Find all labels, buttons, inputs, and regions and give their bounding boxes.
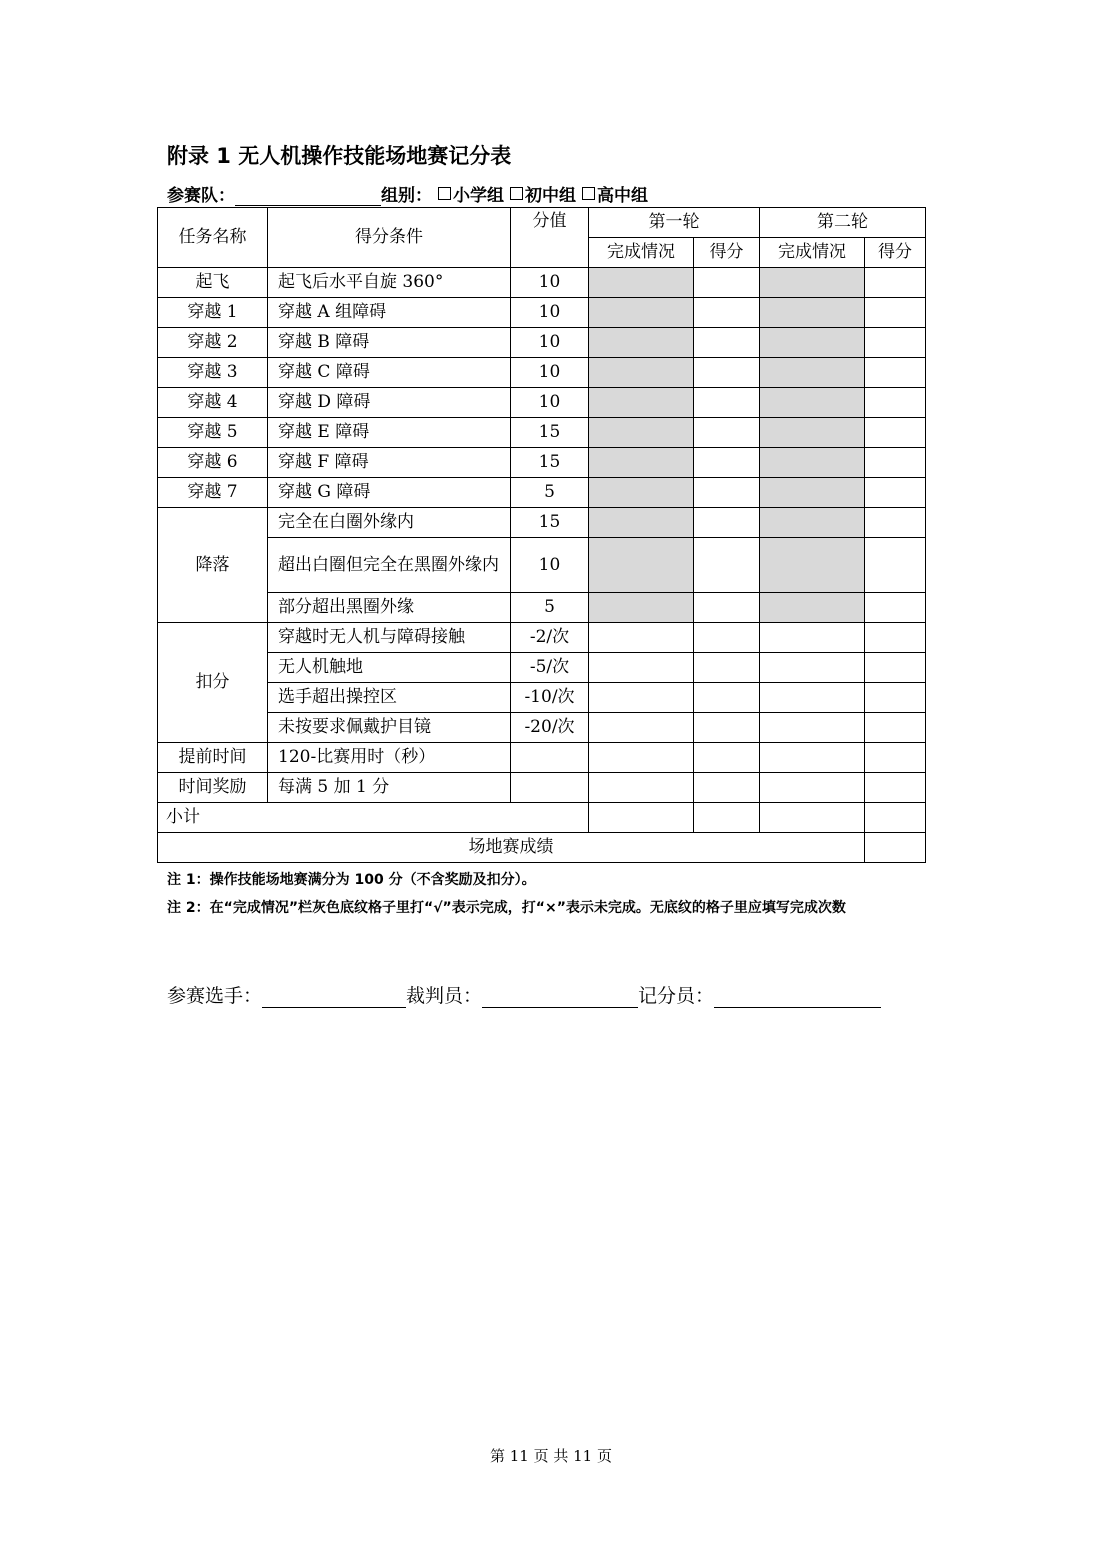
condition-cell: 超出白圈但完全在黑圈外缘内 <box>268 538 511 593</box>
player-label: 参赛选手： <box>167 985 263 1007</box>
round2-status-cell[interactable] <box>760 773 865 803</box>
condition-cell: 起飞后水平自旋 360° <box>268 268 511 298</box>
note-2: 注 2：在“完成情况”栏灰色底纹格子里打“√”表示完成，打“×”表示未完成。无底纹的格子里应填写完成次数 <box>167 900 846 916</box>
round2-status-cell[interactable] <box>760 478 865 508</box>
points-cell: 15 <box>511 418 589 448</box>
round1-score-cell[interactable] <box>694 418 760 448</box>
round2-score-cell[interactable] <box>865 623 926 653</box>
condition-cell: 穿越 B 障碍 <box>268 328 511 358</box>
condition-cell: 穿越 E 障碍 <box>268 418 511 448</box>
header-round1-score: 得分 <box>694 238 760 268</box>
task-cell: 穿越 5 <box>158 418 268 448</box>
header-round2-status: 完成情况 <box>760 238 865 268</box>
final-score-cell[interactable] <box>865 833 926 863</box>
round1-score-cell[interactable] <box>694 328 760 358</box>
round1-score-cell[interactable] <box>694 713 760 743</box>
points-cell: 10 <box>511 268 589 298</box>
task-cell: 穿越 6 <box>158 448 268 478</box>
condition-cell: 未按要求佩戴护目镜 <box>268 713 511 743</box>
task-cell: 穿越 2 <box>158 328 268 358</box>
round1-score-cell[interactable] <box>694 743 760 773</box>
task-cell: 起飞 <box>158 268 268 298</box>
round2-score-cell[interactable] <box>865 478 926 508</box>
table-row <box>158 773 926 803</box>
task-cell: 穿越 7 <box>158 478 268 508</box>
header-task: 任务名称 <box>158 208 268 268</box>
table-row <box>158 743 926 773</box>
round1-score-cell[interactable] <box>694 653 760 683</box>
player-signature-blank[interactable] <box>262 983 406 1008</box>
header-round1: 第一轮 <box>589 208 760 238</box>
round1-status-cell[interactable] <box>589 268 694 298</box>
round1-status-cell[interactable] <box>589 593 694 623</box>
team-line <box>167 180 648 206</box>
checkbox-icon[interactable] <box>438 187 451 200</box>
points-cell <box>511 743 589 773</box>
round2-status-cell[interactable] <box>760 538 865 593</box>
header-points: 分值 <box>511 208 589 268</box>
round1-score-cell[interactable] <box>694 478 760 508</box>
condition-cell: 穿越 A 组障碍 <box>268 298 511 328</box>
round2-status-cell[interactable] <box>760 653 865 683</box>
table-row <box>158 448 926 478</box>
round1-status-cell[interactable] <box>589 803 694 833</box>
header-round2: 第二轮 <box>760 208 926 238</box>
header-round2-score: 得分 <box>865 238 926 268</box>
table-row <box>158 328 926 358</box>
scorer-signature-blank[interactable] <box>714 983 881 1008</box>
table-row <box>158 538 926 593</box>
round2-score-cell[interactable] <box>865 538 926 593</box>
round1-score-cell[interactable] <box>694 683 760 713</box>
points-cell <box>511 773 589 803</box>
round1-score-cell[interactable] <box>694 358 760 388</box>
round2-score-cell[interactable] <box>865 268 926 298</box>
condition-cell: 穿越 F 障碍 <box>268 448 511 478</box>
signature-line <box>167 978 881 1008</box>
condition-cell: 完全在白圈外缘内 <box>268 508 511 538</box>
round1-status-cell[interactable] <box>589 773 694 803</box>
table-row <box>158 683 926 713</box>
round1-status-cell[interactable] <box>589 328 694 358</box>
task-cell-deduction: 扣分 <box>158 623 268 743</box>
round1-status-cell[interactable] <box>589 448 694 478</box>
round1-status-cell[interactable] <box>589 358 694 388</box>
points-cell: 5 <box>511 593 589 623</box>
round2-score-cell[interactable] <box>865 683 926 713</box>
subtotal-row <box>158 803 926 833</box>
condition-cell: 无人机触地 <box>268 653 511 683</box>
condition-cell: 穿越 G 障碍 <box>268 478 511 508</box>
round2-score-cell[interactable] <box>865 743 926 773</box>
round2-status-cell[interactable] <box>760 268 865 298</box>
round2-score-cell[interactable] <box>865 388 926 418</box>
final-row <box>158 833 926 863</box>
task-cell: 穿越 3 <box>158 358 268 388</box>
round1-score-cell[interactable] <box>694 773 760 803</box>
round1-status-cell[interactable] <box>589 623 694 653</box>
round1-status-cell[interactable] <box>589 538 694 593</box>
group-label: 组别： <box>381 186 432 206</box>
table-row <box>158 418 926 448</box>
round1-score-cell[interactable] <box>694 388 760 418</box>
table-header-row <box>158 208 926 238</box>
points-cell: -2/次 <box>511 623 589 653</box>
points-cell: 10 <box>511 388 589 418</box>
round1-status-cell[interactable] <box>589 743 694 773</box>
round2-status-cell[interactable] <box>760 448 865 478</box>
note-1: 注 1：操作技能场地赛满分为 100 分（不含奖励及扣分）。 <box>167 872 536 888</box>
round2-score-cell[interactable] <box>865 418 926 448</box>
group-option-junior[interactable]: 初中组 <box>510 181 576 206</box>
task-cell: 穿越 1 <box>158 298 268 328</box>
round2-status-cell[interactable] <box>760 358 865 388</box>
table-row <box>158 388 926 418</box>
round2-score-cell[interactable] <box>865 328 926 358</box>
round2-status-cell[interactable] <box>760 298 865 328</box>
team-blank[interactable] <box>235 185 381 206</box>
table-row <box>158 508 926 538</box>
page-title: 附录 1 无人机操作技能场地赛记分表 <box>167 144 512 168</box>
checkbox-icon[interactable] <box>582 187 595 200</box>
points-cell: 10 <box>511 358 589 388</box>
condition-cell: 120-比赛用时（秒） <box>268 743 511 773</box>
round1-score-cell[interactable] <box>694 298 760 328</box>
round2-score-cell[interactable] <box>865 358 926 388</box>
points-cell: 15 <box>511 448 589 478</box>
round2-status-cell[interactable] <box>760 683 865 713</box>
round1-status-cell[interactable] <box>589 478 694 508</box>
round1-score-cell[interactable] <box>694 593 760 623</box>
round2-score-cell[interactable] <box>865 773 926 803</box>
round1-status-cell[interactable] <box>589 653 694 683</box>
task-cell: 提前时间 <box>158 743 268 773</box>
page-footer: 第 11 页 共 11 页 <box>489 1447 612 1465</box>
round2-status-cell[interactable] <box>760 713 865 743</box>
round1-score-cell[interactable] <box>694 508 760 538</box>
subtotal-label: 小计 <box>158 803 589 833</box>
round2-status-cell[interactable] <box>760 388 865 418</box>
condition-cell: 选手超出操控区 <box>268 683 511 713</box>
points-cell: 5 <box>511 478 589 508</box>
round2-score-cell[interactable] <box>865 653 926 683</box>
table-row <box>158 298 926 328</box>
referee-signature-blank[interactable] <box>482 983 638 1008</box>
round2-status-cell[interactable] <box>760 418 865 448</box>
round2-status-cell[interactable] <box>760 593 865 623</box>
table-row <box>158 358 926 388</box>
group-option-primary[interactable]: 小学组 <box>438 181 504 206</box>
round1-status-cell[interactable] <box>589 713 694 743</box>
points-cell: 15 <box>511 508 589 538</box>
team-label: 参赛队： <box>167 186 235 206</box>
condition-cell: 穿越 D 障碍 <box>268 388 511 418</box>
round2-status-cell[interactable] <box>760 803 865 833</box>
round1-score-cell[interactable] <box>694 448 760 478</box>
round2-score-cell[interactable] <box>865 448 926 478</box>
header-condition: 得分条件 <box>268 208 511 268</box>
points-cell: -20/次 <box>511 713 589 743</box>
round1-status-cell[interactable] <box>589 508 694 538</box>
round1-status-cell[interactable] <box>589 418 694 448</box>
points-cell: 10 <box>511 298 589 328</box>
table-row <box>158 478 926 508</box>
round1-score-cell[interactable] <box>694 623 760 653</box>
checkbox-icon[interactable] <box>510 187 523 200</box>
round2-score-cell[interactable] <box>865 298 926 328</box>
condition-cell: 穿越 C 障碍 <box>268 358 511 388</box>
round2-status-cell[interactable] <box>760 328 865 358</box>
condition-cell: 部分超出黑圈外缘 <box>268 593 511 623</box>
table-row <box>158 623 926 653</box>
referee-label: 裁判员： <box>406 985 483 1007</box>
points-cell: -10/次 <box>511 683 589 713</box>
round1-status-cell[interactable] <box>589 683 694 713</box>
table-row <box>158 713 926 743</box>
round2-score-cell[interactable] <box>865 803 926 833</box>
task-cell-landing: 降落 <box>158 508 268 623</box>
scorer-label: 记分员： <box>638 985 715 1007</box>
round1-status-cell[interactable] <box>589 388 694 418</box>
table-row <box>158 653 926 683</box>
round2-status-cell[interactable] <box>760 508 865 538</box>
round2-status-cell[interactable] <box>760 743 865 773</box>
table-row <box>158 593 926 623</box>
table-row <box>158 268 926 298</box>
condition-cell: 每满 5 加 1 分 <box>268 773 511 803</box>
round2-status-cell[interactable] <box>760 623 865 653</box>
condition-cell: 穿越时无人机与障碍接触 <box>268 623 511 653</box>
round1-score-cell[interactable] <box>694 268 760 298</box>
task-cell: 穿越 4 <box>158 388 268 418</box>
group-option-senior[interactable]: 高中组 <box>582 181 648 206</box>
points-cell: -5/次 <box>511 653 589 683</box>
points-cell: 10 <box>511 328 589 358</box>
score-table <box>157 207 926 863</box>
round1-status-cell[interactable] <box>589 298 694 328</box>
round2-score-cell[interactable] <box>865 713 926 743</box>
final-score-label: 场地赛成绩 <box>158 833 865 863</box>
task-cell: 时间奖励 <box>158 773 268 803</box>
round1-score-cell[interactable] <box>694 803 760 833</box>
round2-score-cell[interactable] <box>865 593 926 623</box>
round1-score-cell[interactable] <box>694 538 760 593</box>
round2-score-cell[interactable] <box>865 508 926 538</box>
points-cell: 10 <box>511 538 589 593</box>
header-round1-status: 完成情况 <box>589 238 694 268</box>
